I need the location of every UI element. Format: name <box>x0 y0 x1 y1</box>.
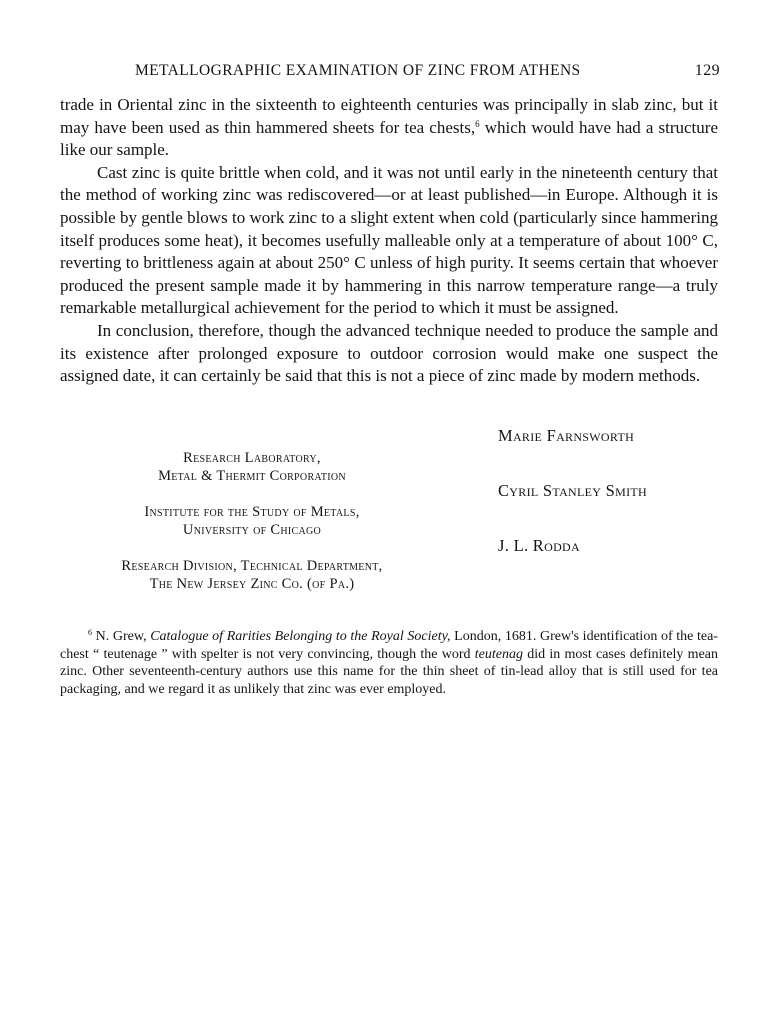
paragraph-1-text-b: which would have had a structure like our sample. <box>60 117 718 160</box>
affiliation-institute-study-of-metals <box>88 504 416 539</box>
footnote-marker: 6 <box>88 628 92 637</box>
affiliation-line: Institute for the Study of Metals, <box>144 504 360 520</box>
affiliation-line: Metal & Thermit Corporation <box>158 467 346 484</box>
footnote-book-title: Catalogue of Rarities Belonging to the Royal Society, <box>150 629 451 644</box>
running-head-title: METALLOGRAPHIC EXAMINATION OF ZINC FROM ATHENS <box>135 62 581 79</box>
page-number: 129 <box>694 62 720 79</box>
affiliation-line: Research Laboratory, <box>183 450 321 466</box>
footnote-text: N. Grew, <box>92 629 151 644</box>
author-marie-farnsworth: Marie Farnsworth <box>498 426 635 445</box>
paragraph-2: Cast zinc is quite brittle when cold, and it was not until early in the nineteenth century that the method of working zinc was rediscovered—or at least published—in Europe. Although it is possible by gentle blows to work zinc to a slight extent when cold (particularly since hammering itself produces some heat), it becomes usefully malleable only at a temperature of about 100° C, reverting to brittleness again at about 250° C unless of high purity. It seems certain that whoever produced the present sample made it by hammering in this narrow temperature range—a truly remarkable metallurgical achievement for the period to which it must be assigned. <box>60 162 718 318</box>
affiliation-line: The New Jersey Zinc Co. (of Pa.) <box>149 575 355 592</box>
affiliation-line: Research Division, Technical Department, <box>121 558 383 574</box>
footnote-6 <box>60 628 718 698</box>
footnote-text: London, 1681. Grew's identification of the tea-chest “ teutenage ” with spelter is not very convincing, though the word <box>60 629 718 662</box>
paragraph-1-text-a: trade in Oriental zinc in the sixteenth to eighteenth centuries was principally in slab zinc, but it may have been used as thin hammered sheets for tea chests, <box>60 95 718 137</box>
footnote-term: teutenag <box>474 646 524 662</box>
author-cyril-stanley-smith: Cyril Stanley Smith <box>498 481 647 500</box>
paragraph-3: In conclusion, therefore, though the advanced technique needed to produce the sample and its existence after prolonged exposure to outdoor corrosion would make one suspect the assigned date, it can certainly be said that this is not a piece of zinc made by modern methods. <box>60 320 718 386</box>
author-j-l-rodda: J. L. Rodda <box>498 536 580 555</box>
footnote-ref-6[interactable]: 6 <box>475 118 480 129</box>
paragraph-1 <box>60 94 718 162</box>
affiliation-line: University of Chicago <box>182 521 322 538</box>
affiliation-research-laboratory <box>88 450 416 485</box>
affiliation-research-division <box>88 558 416 593</box>
article-body <box>60 94 718 388</box>
footnote-text: did in most cases definitely mean zinc. Other seventeenth-century authors use this name for the thin sheet of tin-lead alloy that is still used for tea packaging, and we regard it as unlikely that zinc was ever employed. <box>60 646 718 697</box>
